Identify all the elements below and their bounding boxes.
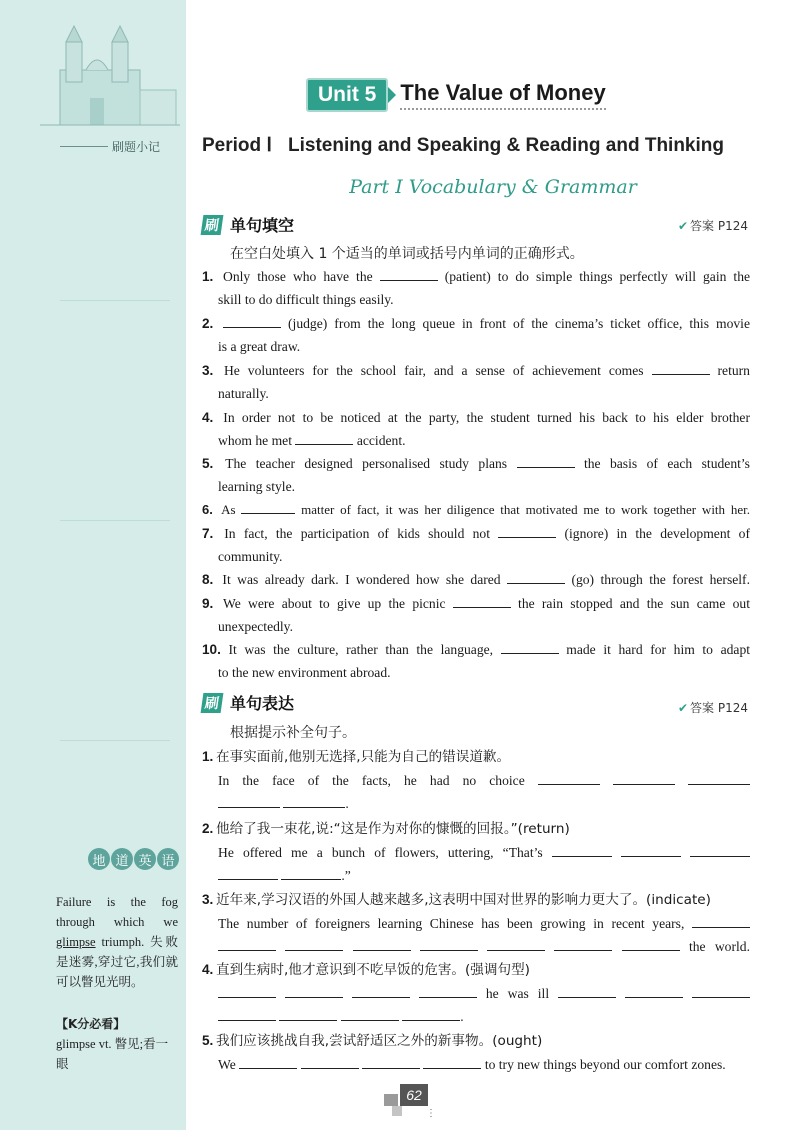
blank[interactable] — [554, 936, 612, 951]
arrow-icon — [388, 87, 396, 103]
question — [202, 498, 750, 521]
sidebar — [0, 0, 186, 1130]
badge-char: 英 — [134, 848, 156, 870]
question-text: It was already dark. I wondered how she dared — [222, 572, 501, 587]
blank[interactable] — [341, 1006, 399, 1021]
question — [202, 958, 750, 1028]
question-number: 7. — [202, 526, 214, 541]
blank[interactable] — [362, 1054, 420, 1069]
question — [202, 1029, 750, 1076]
blank[interactable] — [285, 983, 343, 998]
question-text: He offered me a bunch of flowers, uttering, “That’s — [218, 845, 543, 860]
quote-keyword: glimpse — [56, 935, 96, 949]
question-text: whom he met — [218, 433, 292, 448]
memo-title: 刷题小记 — [112, 140, 161, 154]
page-decoration — [392, 1106, 402, 1116]
blank[interactable] — [688, 770, 750, 785]
question-number: 2. — [202, 821, 214, 836]
page-decoration: ⋮ — [426, 1108, 437, 1119]
brush-icon: 刷 — [201, 215, 224, 235]
blank[interactable] — [692, 913, 750, 928]
question-text: accident. — [356, 433, 406, 448]
check-icon: ✔ — [677, 701, 689, 715]
period-heading — [202, 134, 762, 157]
question-number: 1. — [202, 749, 214, 764]
question — [202, 817, 750, 887]
unit-banner — [306, 78, 606, 112]
question-number: 3. — [202, 363, 214, 378]
blank[interactable] — [558, 983, 616, 998]
blank[interactable] — [301, 1054, 359, 1069]
blank[interactable] — [353, 936, 411, 951]
blank[interactable] — [538, 770, 600, 785]
question-chinese: 在事实面前,他别无选择,只能为自己的错误道歉。 — [216, 749, 511, 765]
badge-char: 道 — [111, 848, 133, 870]
question-number: 1. — [202, 269, 214, 284]
question — [202, 745, 750, 815]
blank[interactable] — [218, 793, 280, 808]
blank[interactable] — [218, 983, 276, 998]
blank[interactable] — [283, 793, 345, 808]
question — [202, 265, 750, 311]
blank[interactable] — [498, 523, 556, 538]
question — [202, 522, 750, 568]
page-number: 62 — [400, 1084, 428, 1106]
question-chinese: 他给了我一束花,说:“这是作为对你的慷慨的回报。”(return) — [216, 821, 570, 837]
question-text: As — [221, 502, 236, 517]
question-number: 4. — [202, 962, 214, 977]
question-text: matter of fact, it was her diligence that motivated me to work together with her. — [301, 502, 750, 517]
section-title: 单句填空 — [230, 216, 295, 235]
question-number: 4. — [202, 410, 214, 425]
question-number: 9. — [202, 596, 214, 611]
instruction: 根据提示补全句子。 — [230, 725, 356, 741]
instruction: 在空白处填入 1 个适当的单词或括号内单词的正确形式。 — [230, 246, 584, 262]
question-text: to try new things beyond our comfort zones. — [484, 1057, 726, 1072]
question-text: .” — [341, 868, 351, 883]
blank[interactable] — [625, 983, 683, 998]
quote-text: triumph. 失败是迷雾,穿过它,我们就可以瞥见光明。 — [56, 935, 178, 989]
answer-ref — [678, 699, 748, 716]
didao-english-badge — [88, 848, 179, 870]
section-header — [202, 213, 294, 236]
answer-ref-text: 答案 P124 — [690, 219, 748, 233]
question-text: learning style. — [218, 479, 296, 494]
blank[interactable] — [613, 770, 675, 785]
blank[interactable] — [507, 569, 565, 584]
question-number: 10. — [202, 642, 221, 657]
question-text: It was the culture, rather than the language, — [228, 642, 494, 657]
question — [202, 312, 750, 358]
question-chinese: 我们应该挑战自我,尝试舒适区之外的新事物。(ought) — [216, 1033, 543, 1049]
answer-ref-text: 答案 P124 — [690, 701, 748, 715]
blank[interactable] — [218, 1006, 276, 1021]
blank[interactable] — [552, 842, 612, 857]
blank[interactable] — [218, 936, 276, 951]
question — [202, 359, 750, 405]
blank[interactable] — [352, 983, 410, 998]
question — [202, 888, 750, 958]
blank[interactable] — [223, 313, 281, 328]
question-chinese: 近年来,学习汉语的外国人越来越多,这表明中国对世界的影响力更大了。(indicate) — [216, 892, 711, 908]
blank[interactable] — [295, 430, 353, 445]
question-text: We — [218, 1057, 236, 1072]
question-text: skill to do difficult things easily. — [218, 292, 394, 307]
answer-ref — [678, 217, 748, 234]
question-text: The number of foreigners learning Chinese has been growing in recent years, — [218, 916, 685, 931]
question-number: 5. — [202, 1033, 214, 1048]
question — [202, 568, 750, 591]
blank[interactable] — [621, 842, 681, 857]
blank[interactable] — [218, 865, 278, 880]
question-text: (patient) to do simple things perfectly will gain the — [444, 269, 751, 284]
question-text: . — [345, 796, 349, 811]
question-text: the world. — [688, 939, 750, 954]
question-text: (judge) from the long queue in front of the cinema’s ticket office, this movie — [288, 316, 750, 331]
question-text: naturally. — [218, 386, 269, 401]
blank[interactable] — [420, 936, 478, 951]
badge-char: 语 — [157, 848, 179, 870]
question-chinese: 直到生病时,他才意识到不吃早饭的危害。(强调句型) — [216, 962, 530, 978]
question-text: We were about to give up the picnic — [223, 596, 446, 611]
blank[interactable] — [281, 865, 341, 880]
question-text: In order not to be noticed at the party, the student turned his back to his elder brother — [223, 410, 750, 425]
church-illustration — [40, 20, 180, 130]
question-text: made it hard for him to adapt — [566, 642, 751, 657]
check-icon: ✔ — [677, 219, 689, 233]
blank[interactable] — [622, 936, 680, 951]
question — [202, 638, 750, 684]
question-number: 2. — [202, 316, 214, 331]
decor-line — [60, 740, 170, 741]
k-point-title: 【K分必看】 — [56, 1017, 126, 1031]
blank[interactable] — [690, 842, 750, 857]
blank[interactable] — [241, 499, 295, 514]
question — [202, 406, 750, 452]
question-number: 8. — [202, 572, 214, 587]
page-decoration — [384, 1094, 398, 1106]
blank[interactable] — [487, 936, 545, 951]
question-text: community. — [218, 549, 283, 564]
blank[interactable] — [239, 1054, 297, 1069]
unit-title: The Value of Money — [400, 80, 605, 110]
question-text: to the new environment abroad. — [218, 665, 391, 680]
blank[interactable] — [423, 1054, 481, 1069]
decor-line — [60, 520, 170, 521]
question-number: 3. — [202, 892, 214, 907]
question-text: he was ill — [485, 986, 550, 1001]
section-header — [202, 691, 294, 714]
blank[interactable] — [402, 1006, 460, 1021]
question-text: . — [460, 1009, 464, 1024]
blank[interactable] — [279, 1006, 337, 1021]
question-text: In the face of the facts, he had no choice — [218, 773, 525, 788]
question-text: The teacher designed personalised study plans — [225, 456, 508, 471]
blank[interactable] — [380, 266, 438, 281]
question — [202, 452, 750, 498]
question-text: He volunteers for the school fair, and a sense of achievement comes — [223, 363, 644, 378]
blank[interactable] — [419, 983, 477, 998]
question-text: In fact, the participation of kids should not — [224, 526, 490, 541]
brush-icon: 刷 — [201, 693, 224, 713]
blank[interactable] — [692, 983, 750, 998]
memo-divider — [60, 146, 108, 147]
k-point-text: glimpse vt. 瞥见;看一眼 — [56, 1037, 169, 1071]
question-number: 6. — [202, 502, 213, 517]
part-heading: Part I Vocabulary & Grammar — [349, 176, 637, 198]
blank[interactable] — [517, 453, 575, 468]
question-text: (ignore) in the development of — [564, 526, 750, 541]
question-text: the basis of each student’s — [583, 456, 750, 471]
question-text: Only those who have the — [223, 269, 373, 284]
period-label: Period Ⅰ — [202, 135, 273, 156]
question-text: unexpectedly. — [218, 619, 293, 634]
question-text: (go) through the forest herself. — [571, 572, 750, 587]
question-text: the rain stopped and the sun came out — [518, 596, 750, 611]
question-number: 5. — [202, 456, 214, 471]
question-text: return — [717, 363, 750, 378]
unit-badge: Unit 5 — [306, 78, 388, 112]
period-title: Listening and Speaking & Reading and Thinking — [288, 135, 724, 156]
blank[interactable] — [501, 639, 559, 654]
decor-line — [60, 300, 170, 301]
blank[interactable] — [285, 936, 343, 951]
badge-char: 地 — [88, 848, 110, 870]
quote-text: Failure is the fog through which we — [56, 895, 178, 929]
question-text: is a great draw. — [218, 339, 301, 354]
section-title: 单句表达 — [230, 694, 295, 713]
blank[interactable] — [453, 593, 511, 608]
english-quote — [56, 892, 178, 992]
question — [202, 592, 750, 638]
blank[interactable] — [652, 360, 710, 375]
k-point-note — [56, 1014, 180, 1074]
